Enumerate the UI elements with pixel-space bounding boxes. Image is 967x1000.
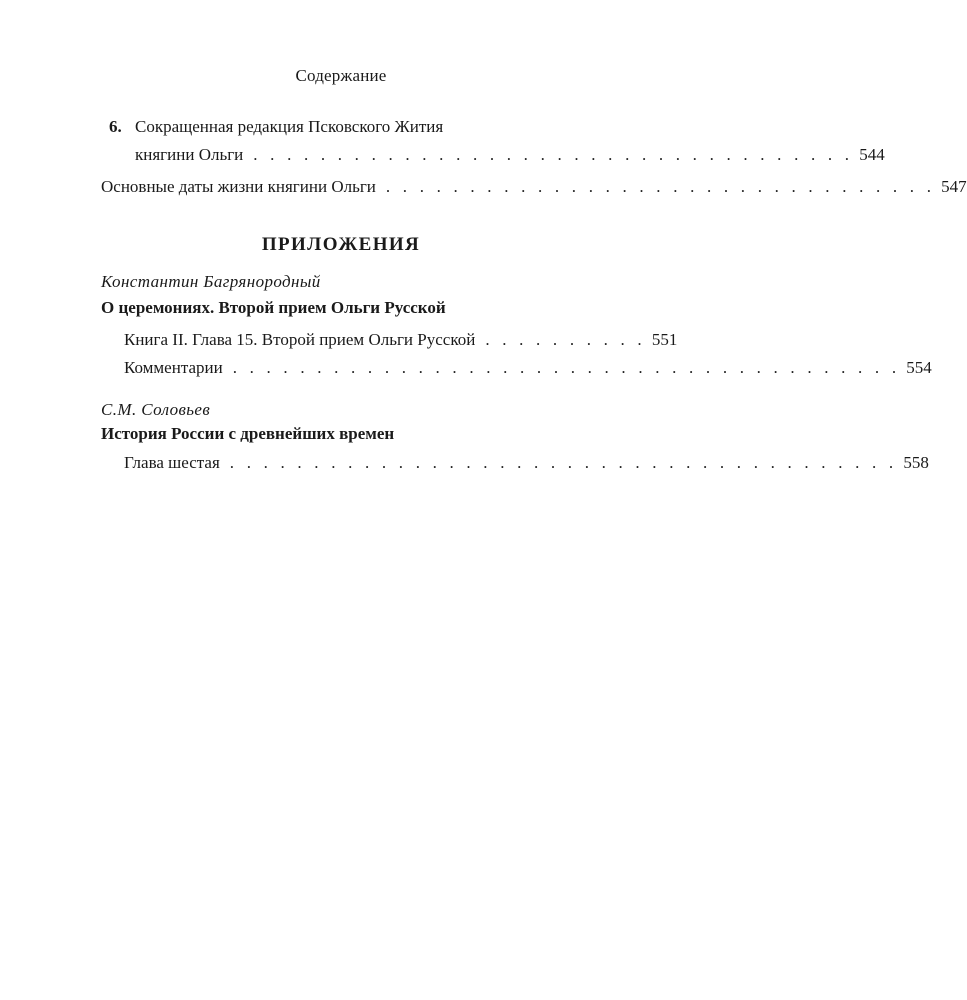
toc-page-number: 547 [941,177,967,196]
toc-leader-dots: . . . . . . . . . . . . . . . . . . . . . . . . . . . . . . . . . . . . . . . . [232,358,901,377]
toc-entry-dates [101,175,967,199]
section-heading: ПРИЛОЖЕНИЯ [261,234,421,255]
toc-leader-dots: . . . . . . . . . . . . . . . . . . . . . . . . . . . . . . . . . [385,177,936,196]
toc-entry-label-line2: княгини Ольги [135,145,244,164]
toc-page-number: 544 [859,145,885,164]
toc-entry-label: Глава шестая [124,453,220,472]
toc-entry-number: 6. [109,117,122,136]
toc-leader-dots: . . . . . . . . . . . . . . . . . . . . . . . . . . . . . . . . . . . . . . . . [229,453,898,472]
work-author: С.М. Соловьев [101,400,211,419]
toc-entry-label: Комментарии [124,358,223,377]
toc-page-number: 558 [903,453,929,472]
work-author: Константин Багрянородный [101,272,321,291]
work-title: О церемониях. Второй прием Ольги Русской [101,298,446,317]
toc-entry [124,328,678,352]
toc-leader-dots: . . . . . . . . . . [485,330,646,349]
toc-entry [124,451,929,475]
toc-entry-6 [109,115,885,167]
work-title: История России с древнейших времен [101,424,395,443]
toc-entry [124,356,932,380]
toc-page-number: 551 [651,330,678,349]
toc-entry-label: Основные даты жизни княгини Ольги [101,177,376,196]
running-head: Содержание [295,66,387,85]
toc-page-number: 554 [906,358,932,377]
toc-leader-dots: . . . . . . . . . . . . . . . . . . . . . . . . . . . . . . . . . . . . [253,145,854,164]
toc-entry-label: Книга II. Глава 15. Второй прием Ольги Русской [124,330,476,349]
toc-entry-label-line1: Сокращенная редакция Псковского Жития [135,117,444,136]
